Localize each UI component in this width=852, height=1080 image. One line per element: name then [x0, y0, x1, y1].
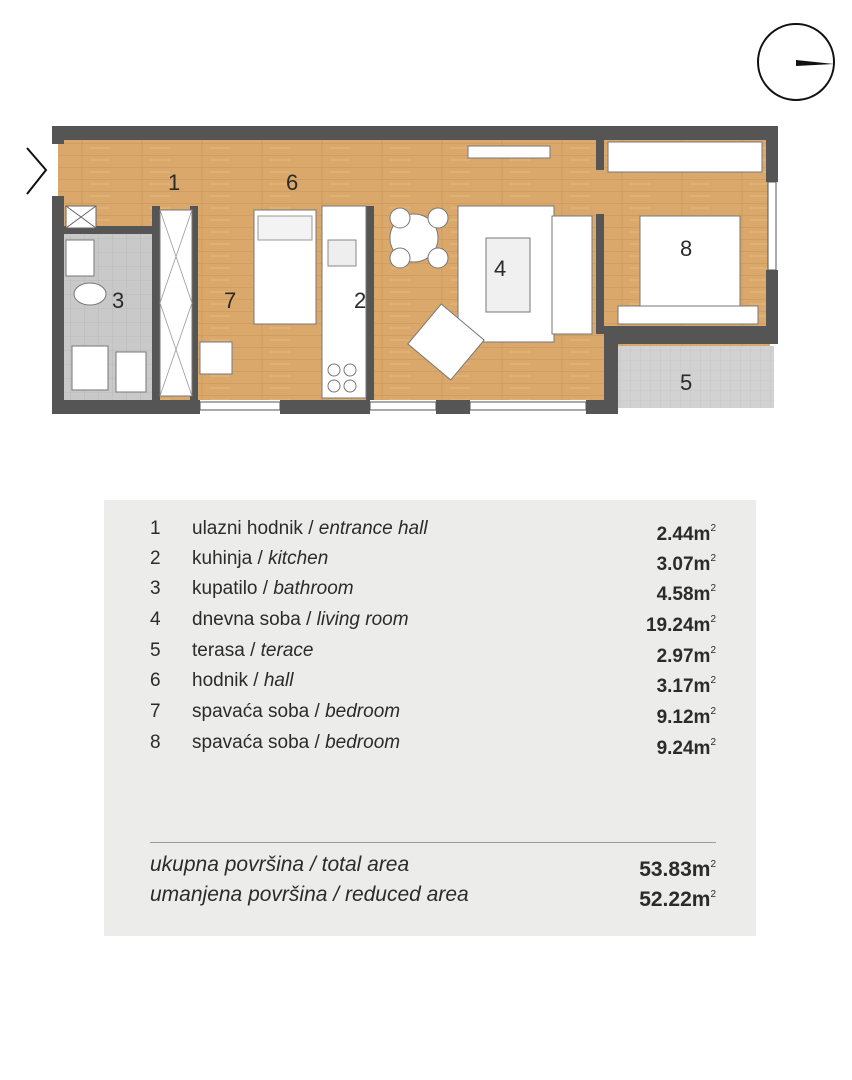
- room-label-8: 8: [680, 236, 693, 261]
- room-name-en: kitchen: [268, 548, 329, 569]
- room-area: 4.58m: [656, 584, 711, 605]
- legend-row: 6 hodnik / hall $3.17m^2$: [150, 666, 716, 696]
- room-name-en: terace: [260, 640, 314, 661]
- compass-icon: [758, 24, 834, 100]
- floor-plan: [0, 0, 852, 460]
- room-name-local: spavaća soba: [192, 701, 310, 722]
- room-number: 2: [150, 548, 161, 569]
- total-label: ukupna površina / total area: [150, 853, 410, 876]
- room-area: 9.12m: [656, 707, 711, 728]
- room-name-en: bedroom: [325, 701, 401, 722]
- total-area-row: ukupna površina / total area $53.83m^2$: [150, 850, 716, 880]
- total-label: umanjena površina / reduced area: [150, 883, 469, 906]
- room-number: 4: [150, 609, 161, 630]
- legend-divider: [150, 842, 716, 843]
- room-area: 19.24m: [645, 615, 711, 636]
- room-area: 2.97m: [656, 646, 711, 667]
- room-number: 6: [150, 670, 161, 691]
- room-name-local: hodnik: [192, 670, 248, 691]
- room-number: 8: [150, 732, 161, 753]
- room-name-local: dnevna soba: [192, 609, 301, 630]
- room-label-2: 2: [354, 288, 367, 313]
- room-number: 1: [150, 518, 161, 539]
- legend-row: 1 ulazni hodnik / entrance hall $2.44m^2$: [150, 514, 716, 544]
- legend-row: 4 dnevna soba / living room $19.24m^2$: [150, 605, 716, 635]
- room-name-local: kuhinja: [192, 548, 253, 569]
- legend-row: 5 terasa / terace $2.97m^2$: [150, 636, 716, 666]
- wardrobe: [160, 210, 192, 396]
- room-area: 3.17m: [656, 676, 711, 697]
- legend-row: 7 spavaća soba / bedroom $9.12m^2$: [150, 697, 716, 727]
- room-area: 2.44m: [656, 524, 711, 545]
- room-name-en: bathroom: [273, 578, 354, 599]
- room-name-en: living room: [316, 609, 409, 630]
- entrance-arrow-icon: [27, 148, 46, 194]
- room-label-6: 6: [286, 170, 299, 195]
- room-name-local: kupatilo: [192, 578, 258, 599]
- room-label-7: 7: [224, 288, 237, 313]
- total-value: 53.83m: [639, 858, 711, 881]
- room-area: 9.24m: [656, 738, 711, 759]
- room-label-4: 4: [494, 256, 507, 281]
- room-legend: [104, 500, 756, 936]
- room-name-local: ulazni hodnik: [192, 518, 303, 539]
- room-name-local: terasa: [192, 640, 245, 661]
- room-number: 3: [150, 578, 161, 599]
- legend-row: 3 kupatilo / bathroom $4.58m^2$: [150, 574, 716, 604]
- room-label-3: 3: [112, 288, 125, 313]
- reduced-area-row: umanjena površina / reduced area $52.22m^2$: [150, 880, 716, 910]
- room-number: 5: [150, 640, 161, 661]
- room-name-local: spavaća soba: [192, 732, 310, 753]
- room-number: 7: [150, 701, 161, 722]
- legend-row: 2 kuhinja / kitchen $3.07m^2$: [150, 544, 716, 574]
- room-label-5: 5: [680, 370, 693, 395]
- room-name-en: bedroom: [325, 732, 401, 753]
- room-name-en: entrance hall: [318, 518, 428, 539]
- room-area: 3.07m: [656, 554, 711, 575]
- total-value: 52.22m: [639, 888, 711, 911]
- legend-row: 8 spavaća soba / bedroom $9.24m^2$: [150, 728, 716, 758]
- room-name-en: hall: [263, 670, 294, 691]
- room-label-1: 1: [168, 170, 181, 195]
